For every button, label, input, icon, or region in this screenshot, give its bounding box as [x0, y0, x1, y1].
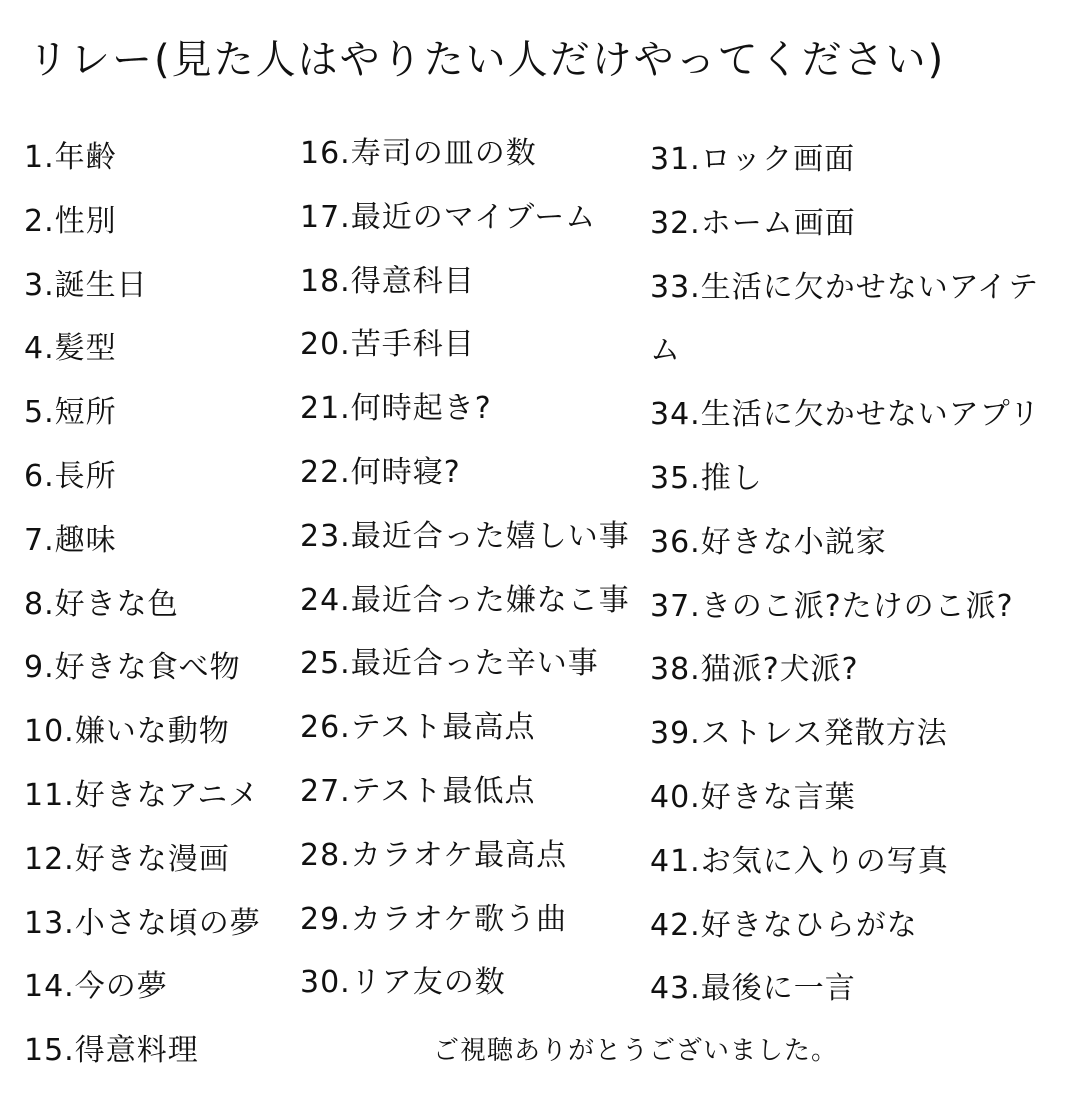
question-item: 43.最後に一言 — [650, 971, 856, 1007]
question-item: 8.好きな色 — [24, 586, 179, 622]
question-item: 39.ストレス発散方法 — [650, 716, 948, 752]
question-item: 21.何時起き? — [300, 391, 492, 427]
question-item: 31.ロック画面 — [650, 142, 856, 177]
question-item: 41.お気に入りの写真 — [650, 843, 949, 879]
question-item-continuation: ム — [650, 333, 681, 369]
question-item: 35.推し — [650, 460, 763, 496]
question-item: 3.誕生日 — [24, 267, 148, 303]
question-item: 40.好きな言葉 — [650, 779, 856, 815]
question-item: 5.短所 — [24, 395, 117, 431]
question-item: 9.好きな食べ物 — [24, 650, 241, 686]
closing-message: ご視聴ありがとうございました。 — [433, 1036, 839, 1066]
question-item: 33.生活に欠かせないアイテ — [650, 269, 1040, 305]
question-column-3 — [650, 142, 1041, 1035]
question-column-2 — [300, 136, 630, 1029]
question-item: 12.好きな漫画 — [24, 841, 230, 877]
question-item: 30.リア友の数 — [300, 965, 506, 1001]
question-item: 32.ホーム画面 — [650, 205, 856, 241]
question-item: 22.何時寝? — [300, 454, 461, 490]
question-item: 25.最近合った辛い事 — [300, 646, 599, 682]
question-item: 26.テスト最高点 — [300, 710, 536, 746]
question-item: 2.性別 — [24, 203, 117, 239]
question-item: 36.好きな小説家 — [650, 524, 887, 560]
question-item: 34.生活に欠かせないアプリ — [650, 397, 1041, 433]
question-column-1 — [24, 140, 261, 1097]
question-item: 18.得意科目 — [300, 263, 475, 299]
question-item: 4.髪型 — [24, 331, 117, 367]
question-item: 11.好きなアニメ — [24, 777, 260, 813]
question-item: 6.長所 — [24, 458, 117, 494]
question-item: 10.嫌いな動物 — [24, 714, 230, 750]
question-item: 14.今の夢 — [24, 969, 168, 1005]
question-item: 7.趣味 — [24, 522, 117, 558]
question-item: 16.寿司の皿の数 — [300, 136, 537, 171]
question-item: 13.小さな頃の夢 — [24, 905, 261, 941]
question-item: 1.年齢 — [24, 140, 117, 175]
question-item: 42.好きなひらがな — [650, 907, 918, 943]
question-item: 37.きのこ派?たけのこ派? — [650, 588, 1014, 624]
page-title: リレー(見た人はやりたい人だけやってください) — [28, 37, 946, 83]
question-item: 28.カラオケ最高点 — [300, 837, 568, 873]
question-item: 29.カラオケ歌う曲 — [300, 901, 568, 937]
question-item: 27.テスト最低点 — [300, 773, 536, 809]
question-item: 20.苦手科目 — [300, 327, 475, 363]
question-item: 17.最近のマイブーム — [300, 199, 597, 235]
question-item: 15.得意料理 — [24, 1033, 199, 1069]
question-item: 38.猫派?犬派? — [650, 652, 859, 688]
question-item: 24.最近合った嫌なこ事 — [300, 582, 630, 618]
question-item: 23.最近合った嬉しい事 — [300, 518, 630, 554]
